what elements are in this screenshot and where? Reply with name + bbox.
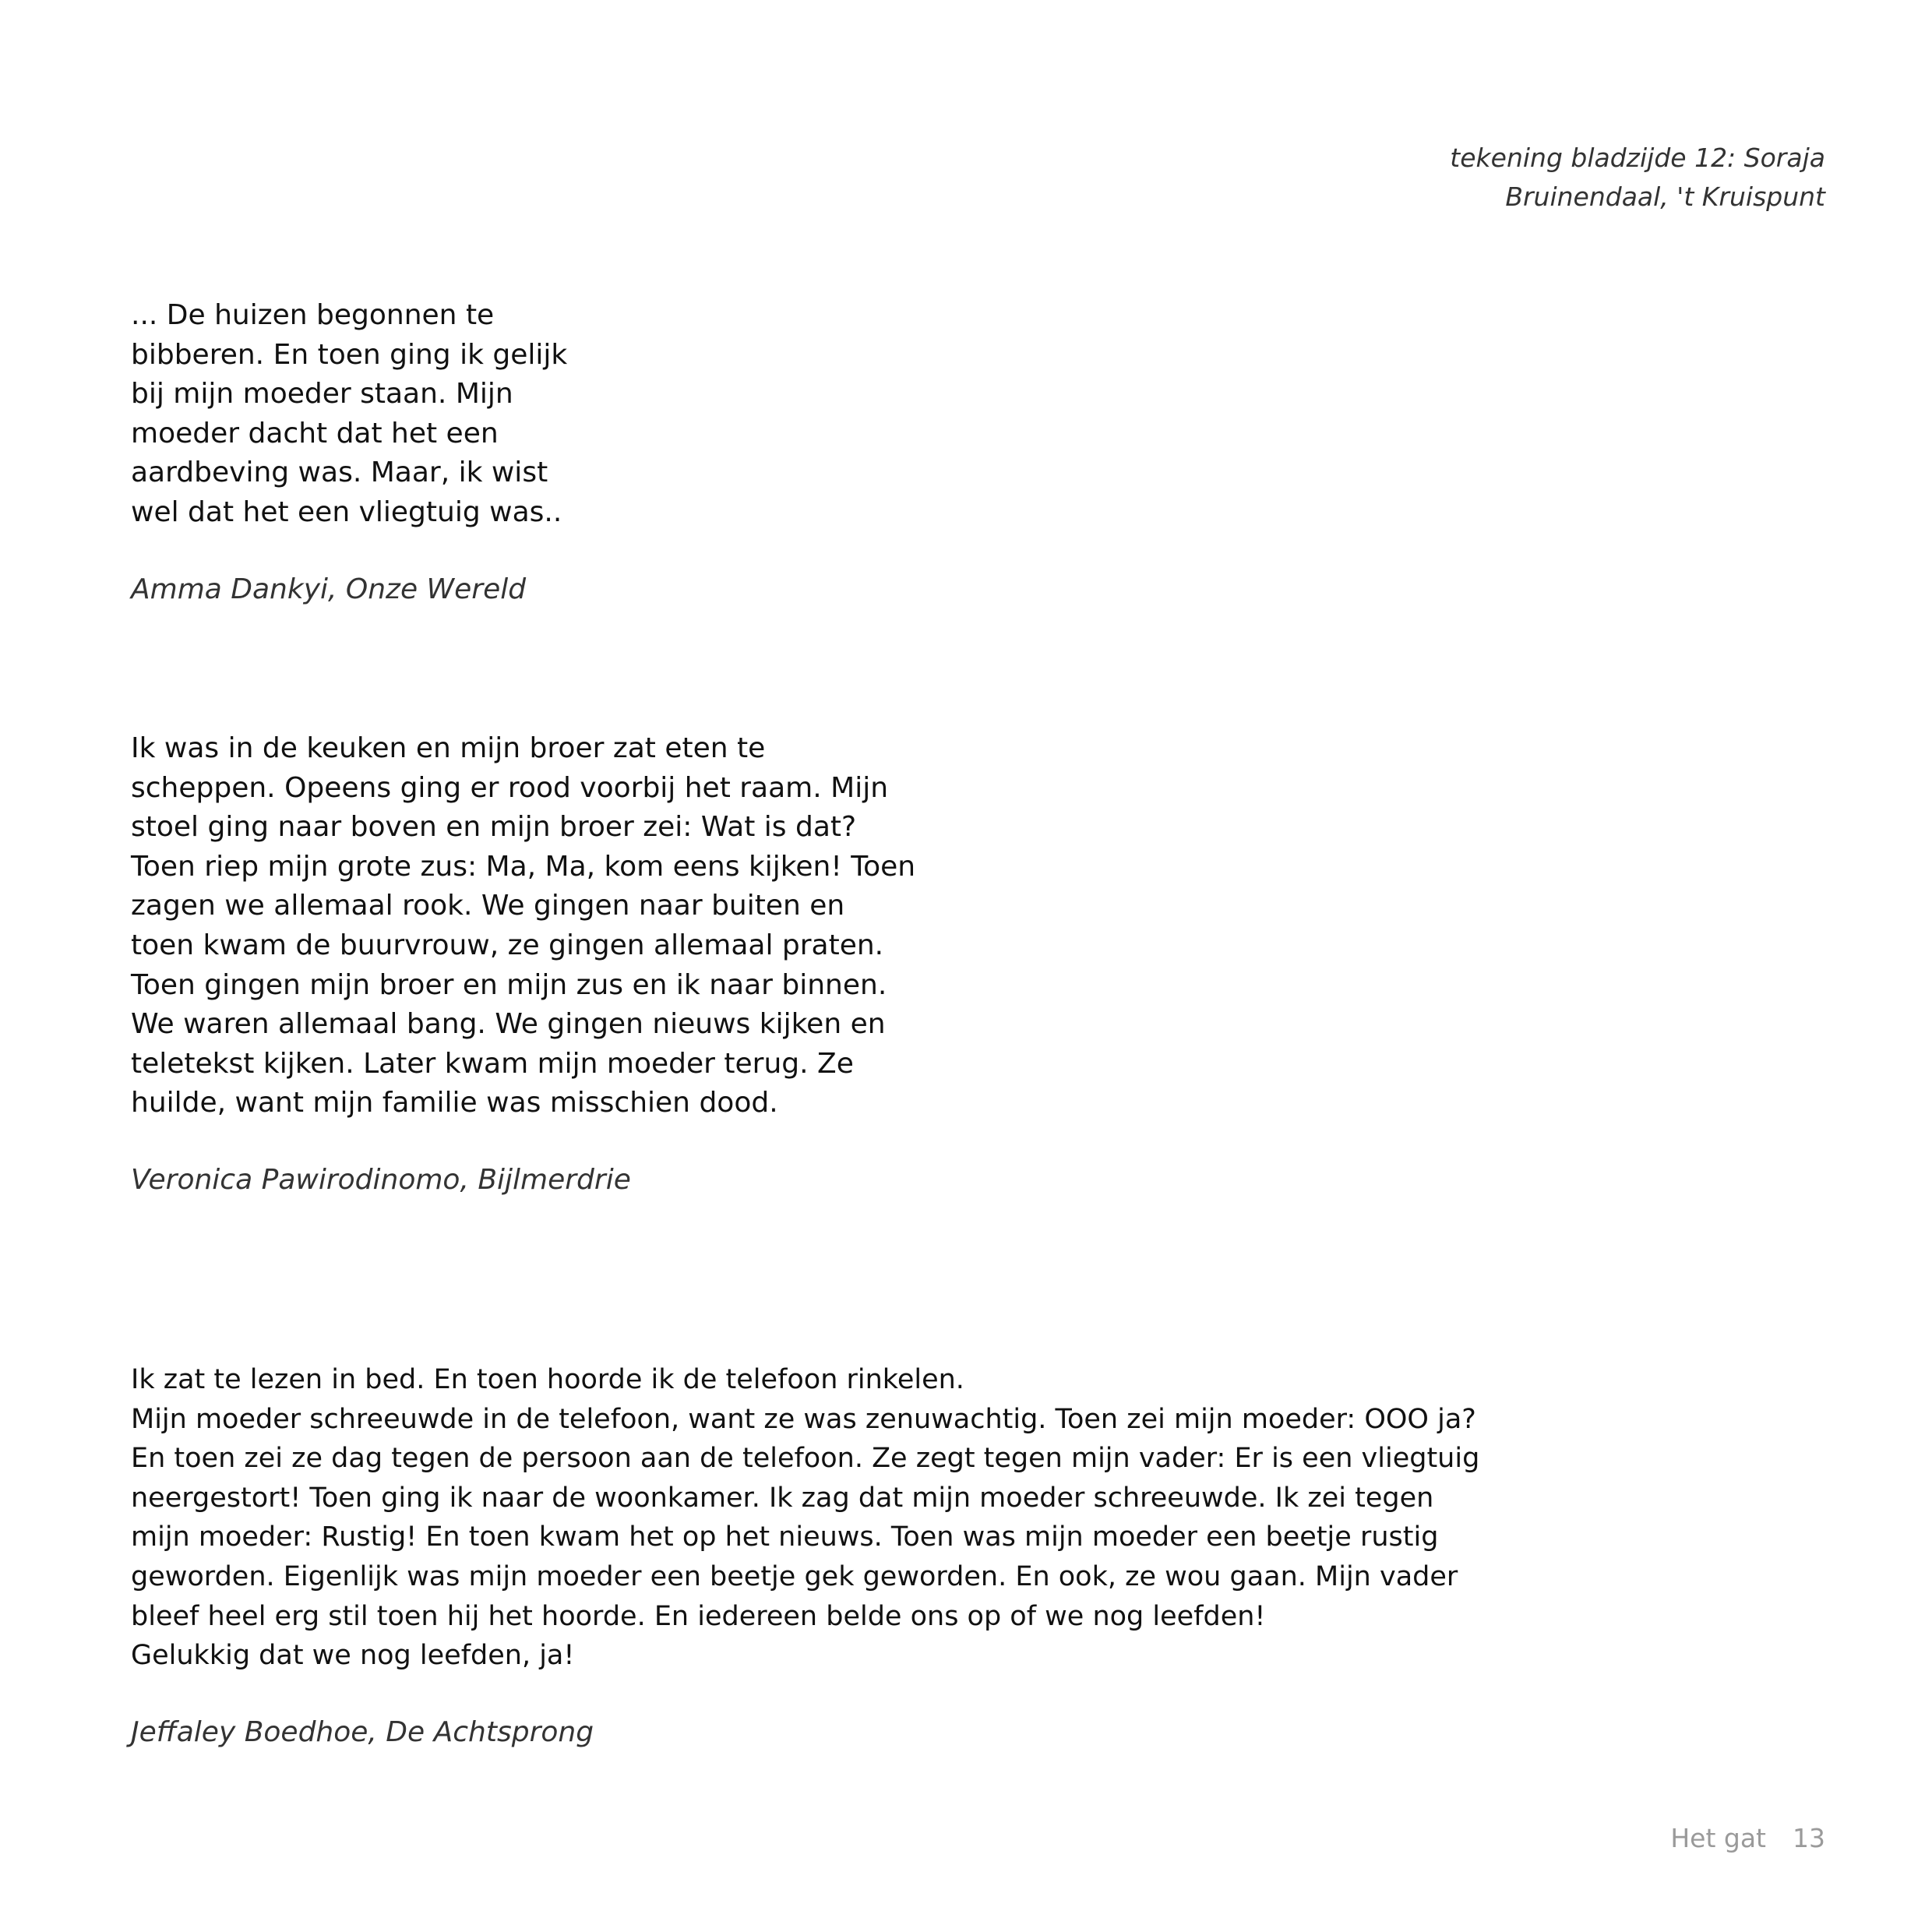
story-amma-dankyi: [131, 296, 567, 609]
story-line: geworden. Eigenlijk was mijn moeder een beetje gek geworden. En ook, ze wou gaan. Mijn vader: [131, 1560, 1458, 1592]
story-text: [131, 296, 567, 533]
story-line: Mijn moeder schreeuwde in de telefoon, want ze was zenuwachtig. Toen zei mijn moeder: OOO ja?: [131, 1403, 1476, 1435]
page-footer: [1670, 1823, 1825, 1854]
story-text: [131, 729, 915, 1123]
drawing-caption-line: Bruinendaal, 't Kruispunt: [1505, 182, 1825, 212]
story-line: teletekst kijken. Later kwam mijn moeder terug. Ze: [131, 1047, 854, 1080]
story-veronica-pawirodinomo: [131, 729, 915, 1200]
story-line: toen kwam de buurvrouw, ze gingen allemaal praten.: [131, 929, 884, 961]
drawing-caption: [1280, 139, 1825, 217]
drawing-caption-line: tekening bladzijde 12: Soraja: [1450, 143, 1825, 173]
story-line: Ik zat te lezen in bed. En toen hoorde ik de telefoon rinkelen.: [131, 1364, 964, 1395]
story-line: Toen gingen mijn broer en mijn zus en ik naar binnen.: [131, 968, 887, 1001]
story-author: Jeffaley Boedhoe, De Achtsprong: [131, 1715, 594, 1748]
story-line: bij mijn moeder staan. Mijn: [131, 378, 513, 411]
story-line: En toen zei ze dag tegen de persoon aan de telefoon. Ze zegt tegen mijn vader: Er is een vliegtuig: [131, 1443, 1480, 1475]
story-jeffaley-boedhoe: [131, 1360, 1479, 1752]
story-text: [131, 1360, 1479, 1676]
story-line: bibberen. En toen ging ik gelijk: [131, 338, 568, 371]
story-line: Gelukkig dat we nog leefden, ja!: [131, 1640, 575, 1672]
story-line: ... De huizen begonnen te: [131, 299, 495, 331]
story-line: neergestort! Toen ging ik naar de woonkamer. Ik zag dat mijn moeder schreeuwde. Ik zei tegen: [131, 1482, 1434, 1514]
story-line: Ik was in de keuken en mijn broer zat eten te: [131, 732, 766, 764]
story-line: moeder dacht dat het een: [131, 417, 499, 450]
story-line: stoel ging naar boven en mijn broer zei: Wat is dat?: [131, 811, 857, 844]
story-line: wel dat het een vliegtuig was..: [131, 495, 562, 528]
story-line: mijn moeder: Rustig! En toen kwam het op het nieuws. Toen was mijn moeder een beetje rustig: [131, 1521, 1439, 1553]
story-line: Toen riep mijn grote zus: Ma, Ma, kom eens kijken! Toen: [131, 850, 916, 883]
story-author: Veronica Pawirodinomo, Bijlmerdrie: [131, 1163, 631, 1196]
story-author: Amma Dankyi, Onze Wereld: [131, 573, 527, 605]
story-line: aardbeving was. Maar, ik wist: [131, 457, 548, 489]
story-line: huilde, want mijn familie was misschien dood.: [131, 1087, 778, 1119]
story-line: scheppen. Opeens ging er rood voorbij het raam. Mijn: [131, 771, 889, 804]
story-line: We waren allemaal bang. We gingen nieuws kijken en: [131, 1008, 886, 1041]
page-number: 13: [1793, 1823, 1825, 1853]
publication-title: Het gat: [1670, 1823, 1766, 1853]
story-line: bleef heel erg stil toen hij het hoorde. En iedereen belde ons op of we nog leefden!: [131, 1600, 1266, 1632]
story-line: zagen we allemaal rook. We gingen naar buiten en: [131, 890, 845, 922]
